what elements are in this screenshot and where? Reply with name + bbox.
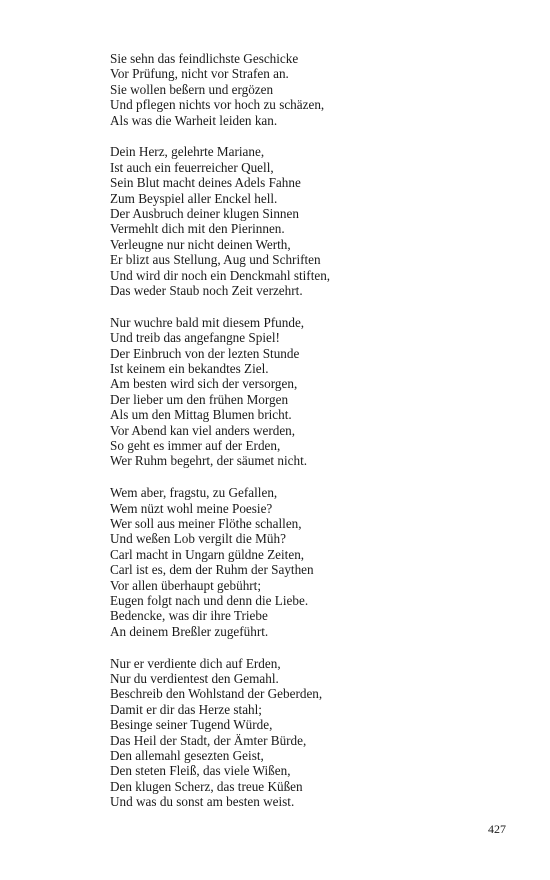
poem-line: An deinem Breßler zugeführt. bbox=[110, 623, 269, 639]
poem-line: Den klugen Scherz, das treue Küßen bbox=[110, 778, 303, 794]
poem-line: Der lieber um den frühen Morgen bbox=[110, 391, 289, 407]
poem-line: Vor Abend kan viel anders werden, bbox=[110, 422, 296, 438]
poem-line: Carl ist es, dem der Ruhm der Saythen bbox=[110, 562, 314, 578]
poem-body bbox=[110, 51, 510, 826]
poem-line: Vermehlt dich mit den Pierinnen. bbox=[110, 221, 285, 237]
poem-line: Nur er verdiente dich auf Erden, bbox=[110, 655, 281, 671]
stanza bbox=[110, 485, 510, 639]
poem-line: Der Ausbruch deiner klugen Sinnen bbox=[110, 206, 299, 222]
poem-line: Und treib das angefangne Spiel! bbox=[110, 330, 280, 346]
poem-line: Carl macht in Ungarn güldne Zeiten, bbox=[110, 546, 305, 562]
stanza bbox=[110, 51, 510, 128]
poem-line: Bedencke, was dir ihre Triebe bbox=[110, 608, 268, 624]
poem-line: So geht es immer auf der Erden, bbox=[110, 437, 281, 453]
poem-line: Am besten wird sich der versorgen, bbox=[110, 376, 298, 392]
poem-line: Wem nüzt wohl meine Poesie? bbox=[110, 500, 273, 516]
poem-line: Und weßen Lob vergilt die Müh? bbox=[110, 531, 286, 547]
poem-line: Nur du verdientest den Gemahl. bbox=[110, 671, 279, 687]
poem-line: Zum Beyspiel aller Enckel hell. bbox=[110, 190, 278, 206]
poem-line: Verleugne nur nicht deinen Werth, bbox=[110, 236, 291, 252]
poem-line: Als was die Warheit leiden kan. bbox=[110, 112, 278, 128]
poem-line: Den steten Fleiß, das viele Wißen, bbox=[110, 763, 291, 779]
poem-line: Wer soll aus meiner Flöthe schallen, bbox=[110, 516, 302, 532]
stanza bbox=[110, 144, 510, 298]
poem-line: Eugen folgt nach und denn die Liebe. bbox=[110, 593, 309, 608]
page-number: 427 bbox=[488, 822, 506, 836]
stanza bbox=[110, 656, 510, 810]
poem-line: Das Heil der Stadt, der Ämter Bürde, bbox=[110, 732, 307, 748]
poem-line: Nur wuchre bald mit diesem Pfunde, bbox=[110, 314, 305, 330]
poem-line: Ist auch ein feuerreicher Quell, bbox=[110, 159, 274, 175]
poem-line: Als um den Mittag Blumen bricht. bbox=[110, 407, 292, 423]
poem-line: Damit er dir das Herze stahl; bbox=[110, 701, 262, 717]
poem-line: Vor allen überhaupt gebührt; bbox=[110, 577, 262, 593]
poem-line: Und was du sonst am besten weist. bbox=[110, 794, 295, 810]
poem-line: Besinge seiner Tugend Würde, bbox=[110, 717, 273, 733]
poem-line: Sie sehn das feindlichste Geschicke bbox=[110, 51, 299, 66]
poem-line: Er blizt aus Stellung, Aug und Schriften bbox=[110, 252, 321, 268]
poem-line: Beschreib den Wohlstand der Geberden, bbox=[110, 686, 323, 702]
poem-line: Ist keinem ein bekandtes Ziel. bbox=[110, 361, 269, 377]
poem-line: Den allemahl gesezten Geist, bbox=[110, 748, 264, 764]
poem-line: Und wird dir noch ein Denckmahl stiften, bbox=[110, 267, 331, 283]
poem-line: Das weder Staub noch Zeit verzehrt. bbox=[110, 282, 303, 298]
poem-line: Der Einbruch von der lezten Stunde bbox=[110, 345, 300, 361]
poem-line: Wem aber, fragstu, zu Gefallen, bbox=[110, 485, 278, 501]
stanza bbox=[110, 315, 510, 469]
poem-line: Und pflegen nichts vor hoch zu schäzen, bbox=[110, 97, 325, 113]
poem-line: Vor Prüfung, nicht vor Strafen an. bbox=[110, 66, 289, 82]
poem-line: Sie wollen beßern und ergözen bbox=[110, 81, 274, 97]
poem-line: Wer Ruhm begehrt, der säumet nicht. bbox=[110, 453, 308, 469]
poem-line: Sein Blut macht deines Adels Fahne bbox=[110, 175, 301, 191]
poem-line: Dein Herz, gelehrte Mariane, bbox=[110, 144, 265, 160]
